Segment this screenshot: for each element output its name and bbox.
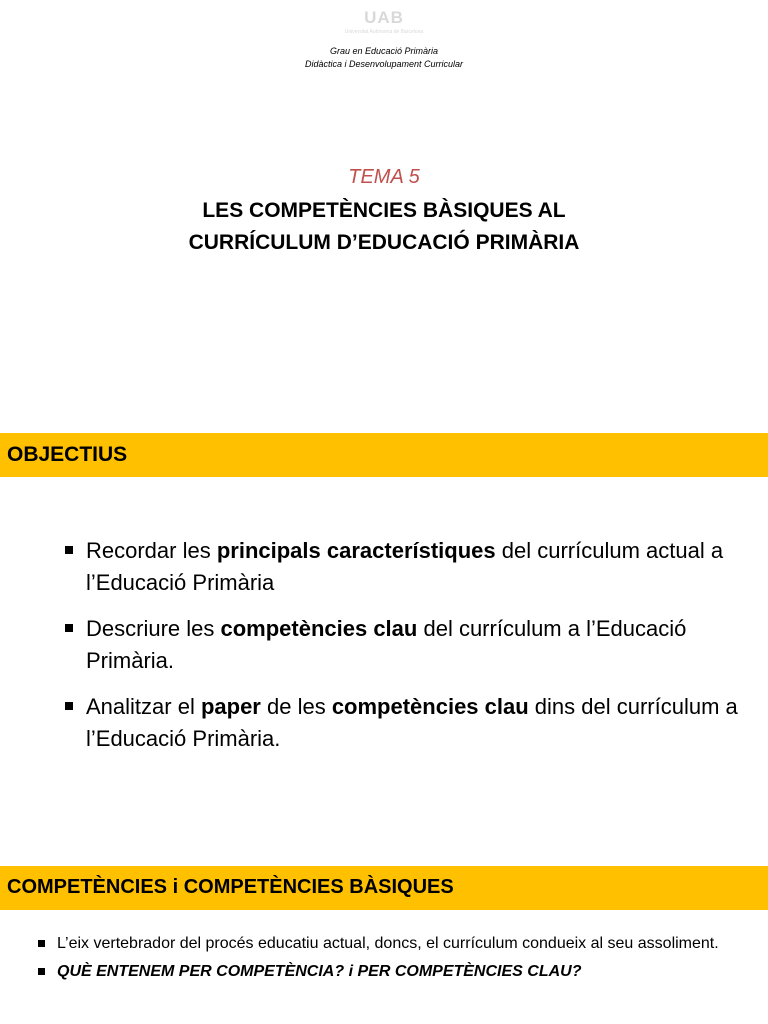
item-text: L’eix vertebrador del procés educatiu actual, doncs, el currículum condueix al seu assoliment. [57, 935, 719, 952]
bullet-square-icon [38, 968, 45, 975]
item-text: del currículum actual a l’Educació Primària [86, 538, 724, 595]
slide-title-line-2: CURRÍCULUM D’EDUCACIÓ PRIMÀRIA [188, 231, 580, 254]
list-item [38, 932, 758, 956]
item-text: Descriure les [86, 616, 221, 641]
item-text: Analitzar el [86, 694, 201, 719]
bullet-square-icon [65, 624, 73, 632]
item-text: de les [260, 694, 332, 719]
item-text: del currículum a l’Educació Primària. [86, 616, 687, 673]
item-bold: competències clau [220, 616, 418, 641]
bullet-square-icon [38, 940, 45, 947]
item-text: dins del currículum a l’Educació Primària. [86, 694, 738, 751]
competencies-list [38, 932, 758, 988]
title-slide [0, 0, 768, 420]
slide-title-line-1: LES COMPETÈNCIES BÀSIQUES AL [202, 199, 566, 222]
bullet-square-icon [65, 546, 73, 554]
list-item [65, 613, 745, 677]
uab-logo-subtext: Universitat Autònoma de Barcelona [344, 29, 424, 35]
uab-logo: UAB [364, 8, 404, 27]
list-item [65, 535, 745, 599]
item-text: Recordar les [86, 538, 217, 563]
list-item [65, 691, 745, 755]
objectius-header-bar [0, 433, 768, 477]
item-bold: paper [200, 694, 261, 719]
competencies-header-bar [0, 866, 768, 910]
course-name: Didàctica i Desenvolupament Curricular [304, 59, 464, 69]
item-bold: principals característiques [216, 538, 496, 563]
item-bold: competències clau [331, 694, 529, 719]
topic-number: TEMA 5 [348, 166, 420, 188]
competencies-heading: COMPETÈNCIES i COMPETÈNCIES BÀSIQUES [7, 876, 454, 898]
item-question: QUÈ ENTENEM PER COMPETÈNCIA? i PER COMPETÈNCIES CLAU? [57, 963, 582, 980]
degree-name: Grau en Educació Primària [329, 46, 439, 56]
objectives-list [65, 535, 745, 769]
bullet-square-icon [65, 702, 73, 710]
list-item [38, 960, 758, 984]
objectius-heading: OBJECTIUS [7, 443, 128, 466]
